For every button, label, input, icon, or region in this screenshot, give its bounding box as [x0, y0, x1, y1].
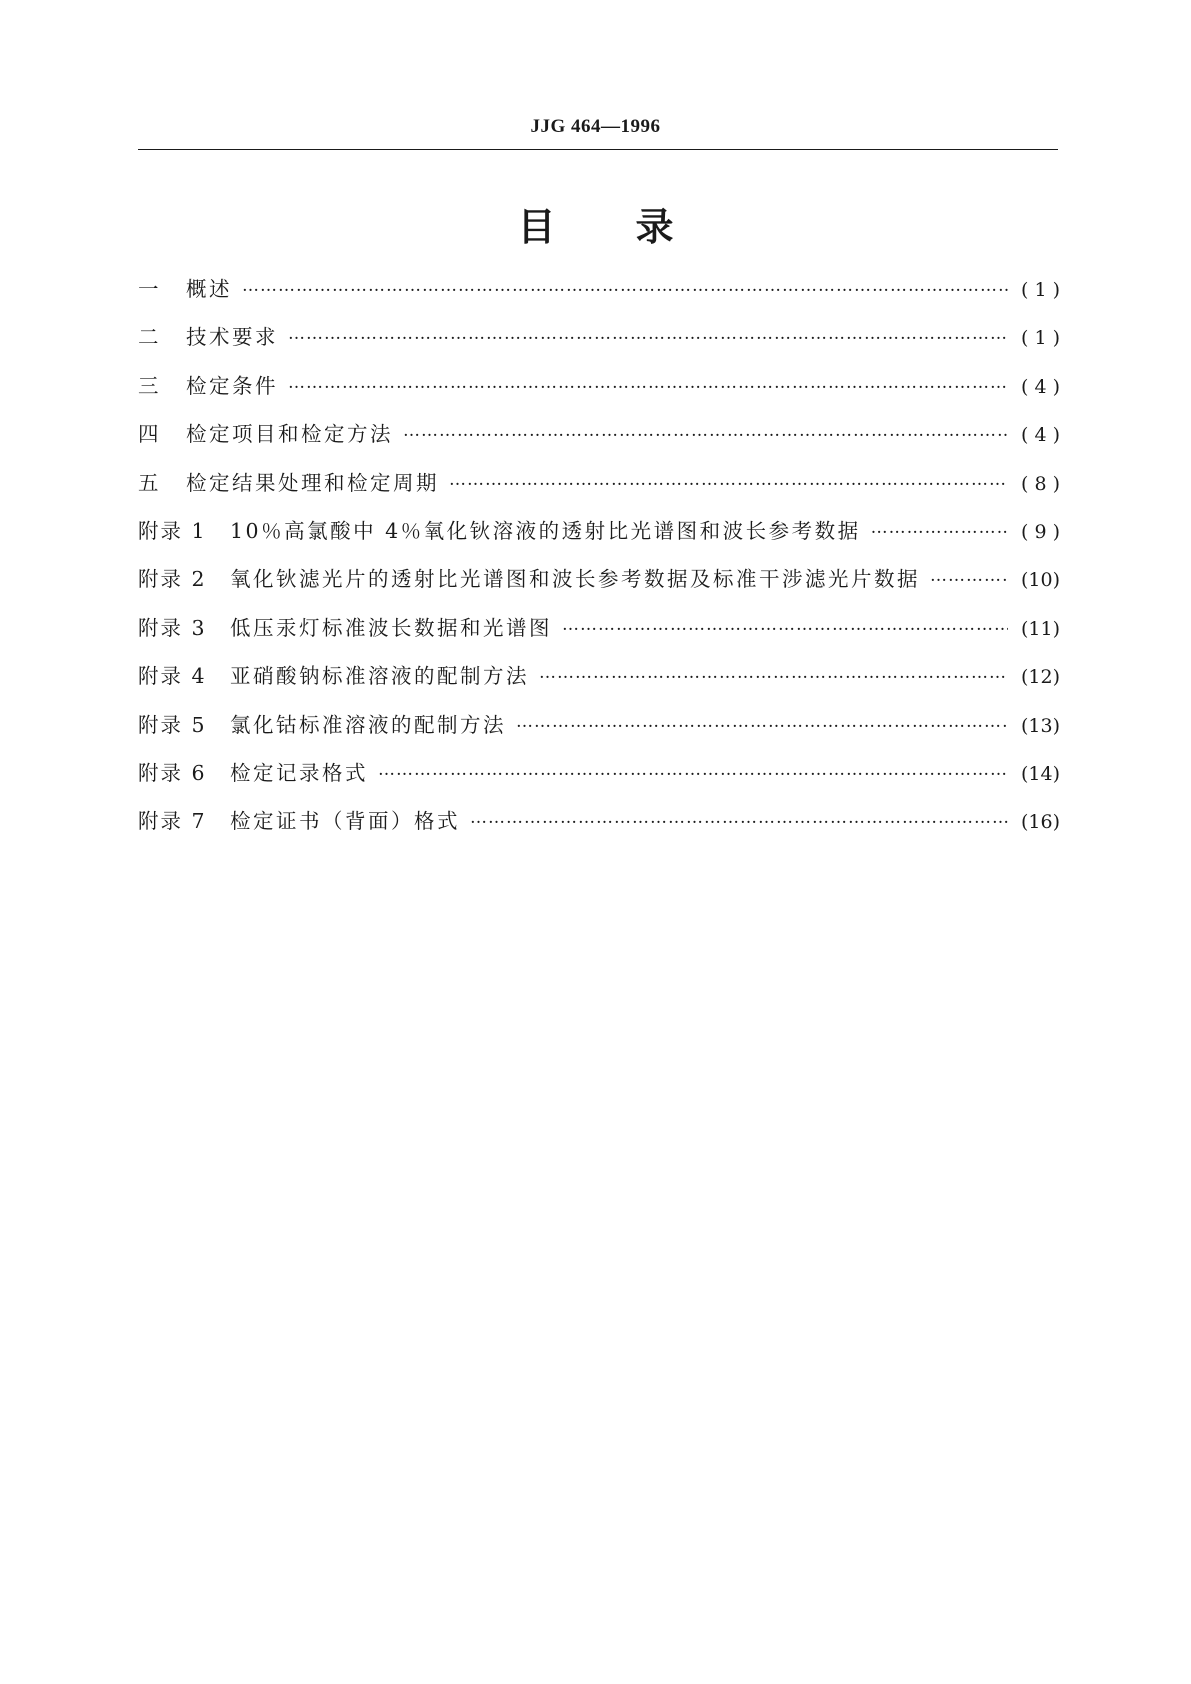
toc-entry-label: 检定项目和检定方法 [186, 422, 393, 447]
header-rule [138, 149, 1058, 150]
toc-dot-leader [930, 566, 1008, 587]
toc-entry[interactable] [138, 466, 1060, 514]
toc-entry-page: (11) [1020, 617, 1060, 640]
toc-entry-number: 附录 5 [138, 712, 207, 737]
toc-list [138, 272, 1060, 853]
toc-dot-leader [449, 469, 1008, 490]
toc-entry-page: ( 4 ) [1021, 375, 1060, 398]
toc-dot-leader [288, 372, 1008, 393]
toc-entry-label: 技术要求 [186, 325, 278, 350]
toc-entry-page: (14) [1020, 762, 1060, 785]
toc-entry-number: 附录 4 [138, 664, 207, 689]
toc-entry-page: ( 1 ) [1021, 327, 1060, 350]
toc-entry-page: (13) [1020, 714, 1060, 737]
toc-dot-leader [378, 759, 1008, 780]
toc-entry[interactable] [138, 611, 1060, 659]
toc-title-char-2: 录 [635, 205, 674, 249]
toc-entry-page: ( 4 ) [1021, 424, 1060, 447]
toc-entry-number: 附录 7 [138, 809, 207, 834]
toc-entry[interactable] [138, 756, 1060, 804]
toc-entry-number: 五 [138, 470, 161, 495]
toc-dot-leader [288, 324, 1008, 345]
toc-entry-label: 检定结果处理和检定周期 [186, 470, 439, 495]
toc-entry-label: 氧化钬滤光片的透射比光谱图和波长参考数据及标准干涉滤光片数据 [230, 567, 920, 592]
toc-entry-label: 低压汞灯标准波长数据和光谱图 [230, 615, 552, 640]
toc-entry-page: (16) [1020, 811, 1060, 834]
toc-dot-leader [562, 614, 1008, 635]
toc-entry-page: ( 8 ) [1021, 472, 1060, 495]
toc-entry-number: 二 [138, 325, 161, 350]
toc-entry-page: (12) [1020, 666, 1060, 689]
toc-dot-leader [871, 517, 1008, 538]
toc-entry-number: 附录 2 [138, 567, 207, 592]
toc-entry-number: 附录 6 [138, 760, 207, 785]
toc-entry[interactable] [138, 708, 1060, 756]
toc-dot-leader [470, 808, 1008, 829]
toc-entry-number: 三 [138, 373, 161, 398]
toc-entry-label: 检定记录格式 [230, 760, 368, 785]
toc-entry-label: 概述 [186, 277, 232, 301]
toc-title [0, 196, 1191, 251]
toc-dot-leader [403, 421, 1008, 442]
toc-entry-page: ( 9 ) [1021, 520, 1060, 543]
toc-entry[interactable] [138, 514, 1060, 562]
standard-code: JJG 464—1996 [530, 116, 661, 137]
toc-entry-number: 附录 1 [138, 518, 207, 543]
toc-title-char-1: 目 [517, 205, 556, 249]
toc-entry[interactable] [138, 804, 1060, 852]
toc-entry-page: (10) [1020, 569, 1060, 592]
toc-entry-label: 氯化钴标准溶液的配制方法 [230, 712, 506, 737]
toc-entry[interactable] [138, 369, 1060, 417]
toc-entry[interactable] [138, 659, 1060, 707]
toc-entry-label: 检定证书（背面）格式 [230, 809, 460, 834]
toc-dot-leader [539, 663, 1008, 684]
toc-entry[interactable] [138, 562, 1060, 610]
toc-entry[interactable] [138, 272, 1060, 320]
toc-entry-number: 四 [138, 422, 161, 447]
toc-entry-number: 一 [138, 277, 161, 301]
toc-entry-label: 亚硝酸钠标准溶液的配制方法 [230, 664, 529, 689]
toc-entry-number: 附录 3 [138, 615, 207, 640]
toc-entry-label: 10％高氯酸中 4％氧化钬溶液的透射比光谱图和波长参考数据 [230, 518, 861, 543]
toc-entry-page: ( 1 ) [1021, 279, 1060, 301]
toc-entry[interactable] [138, 320, 1060, 368]
toc-dot-leader [516, 711, 1008, 732]
toc-entry-label: 检定条件 [186, 373, 278, 398]
toc-dot-leader [242, 276, 1008, 297]
toc-entry[interactable] [138, 417, 1060, 465]
